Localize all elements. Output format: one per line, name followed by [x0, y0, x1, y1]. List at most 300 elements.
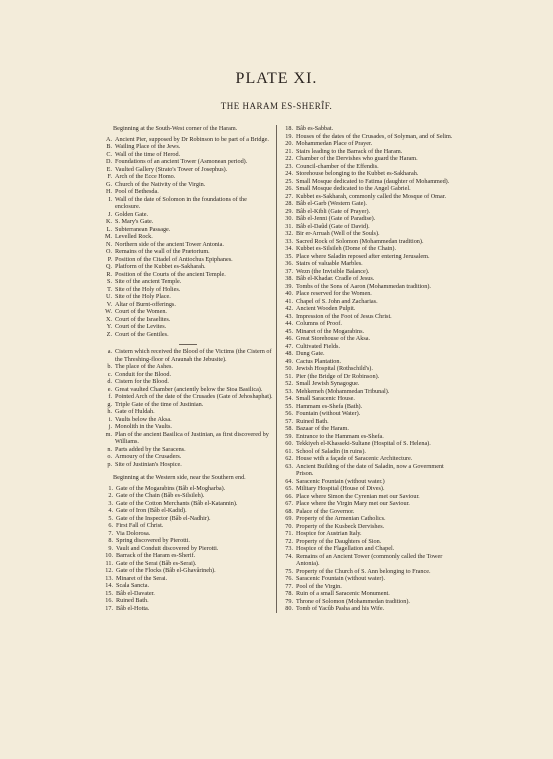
legend-entry	[101, 597, 273, 605]
legend-text: Tomb of Yacûb Pasha and his Wife.	[296, 605, 385, 612]
legend-key: 4.	[108, 507, 113, 514]
legend-entry	[281, 598, 461, 606]
legend-numbered-list-right	[281, 125, 461, 613]
legend-key: 26.	[285, 185, 293, 192]
legend-text: Ancient Wooden Pulpit.	[296, 305, 356, 312]
legend-text: Pier (the Bridge of Dr Robinson).	[296, 372, 380, 380]
legend-text: Cistern for the Blood.	[115, 378, 169, 385]
legend-entry	[101, 530, 273, 538]
legend-text: Platform of the Kubbet es-Sakharah.	[115, 263, 206, 270]
legend-key: 60.	[285, 440, 293, 447]
legend-text: Conduit for the Blood.	[115, 370, 172, 378]
legend-entry	[101, 507, 273, 515]
legend-entry	[281, 320, 461, 328]
legend-key: B.	[106, 143, 112, 150]
legend-entry	[281, 568, 461, 576]
legend-text: Bâb el-Kibli (Gate of Prayer).	[296, 207, 371, 215]
legend-text: Gate of the Cotton Merchants (Bâb el-Katannin).	[116, 499, 238, 507]
legend-key: V.	[106, 300, 112, 308]
legend-key: 41.	[285, 297, 293, 305]
legend-text: Kubbet es-Silsileh (Dome of the Chain).	[296, 245, 397, 252]
legend-text: House with a façade of Saracenic Architecture.	[296, 455, 413, 462]
legend-entry	[281, 538, 461, 546]
legend-entry	[101, 522, 273, 530]
legend-key: 64.	[285, 477, 293, 485]
legend-entry	[281, 515, 461, 523]
legend-text: Bir er-Arruah (Well of the Souls).	[296, 230, 380, 237]
legend-text: Great Storehouse of the Aksa.	[296, 335, 371, 342]
legend-text: Entrance to the Hammam es-Shefa.	[296, 432, 384, 440]
legend-entry	[101, 136, 273, 144]
legend-entry	[281, 155, 461, 163]
legend-key: j.	[108, 423, 112, 430]
legend-key: 47.	[285, 342, 293, 350]
legend-uppercase-list	[101, 136, 273, 339]
legend-entry	[281, 298, 461, 306]
legend-key: 27.	[285, 192, 293, 200]
legend-key: o.	[107, 453, 112, 460]
legend-text: Remains of an Ancient Tower (commonly called the Tower Antonia).	[296, 552, 443, 567]
legend-entry	[281, 358, 461, 366]
legend-key: I.	[108, 195, 112, 203]
legend-key: 73.	[285, 545, 293, 552]
legend-entry	[281, 268, 461, 276]
legend-text: Gate of Iron (Bâb el-Kadid).	[116, 507, 187, 514]
legend-entry	[281, 523, 461, 531]
legend-entry	[101, 278, 273, 286]
legend-entry	[281, 290, 461, 298]
legend-text: Bâb el-Jenni (Gate of Paradise).	[296, 215, 376, 222]
legend-key: 49.	[285, 357, 293, 365]
legend-key: Q.	[105, 263, 112, 270]
legend-key: 76.	[285, 575, 293, 582]
legend-key: 17.	[105, 604, 113, 612]
legend-key: a.	[107, 348, 112, 355]
legend-text: Via Dolorosa.	[116, 529, 151, 537]
legend-entry	[281, 215, 461, 223]
legend-key: 78.	[285, 590, 293, 597]
legend-text: Armoury of the Crusaders.	[115, 453, 182, 460]
legend-entry	[101, 188, 273, 196]
legend-key: 36.	[285, 260, 293, 267]
legend-key: 57.	[285, 417, 293, 425]
legend-key: 25.	[285, 177, 293, 185]
legend-key: d.	[107, 378, 112, 385]
legend-entry	[281, 125, 461, 133]
legend-key: 33.	[285, 237, 293, 245]
legend-key: 22.	[285, 155, 293, 162]
legend-text: Property of the Daughters of Sion.	[296, 537, 382, 545]
legend-entry	[101, 408, 273, 416]
legend-text: Site of the Holy of Holies.	[115, 285, 181, 293]
legend-key: 40.	[285, 290, 293, 297]
legend-text: Spring discovered by Pierotti.	[116, 537, 190, 544]
legend-text: Cactus Plantation.	[296, 357, 342, 365]
legend-text: Ancient Building of the date of Saladin, now a Government Prison.	[296, 462, 444, 477]
legend-entry	[101, 248, 273, 256]
section-divider	[179, 344, 197, 345]
legend-key: Z.	[106, 330, 112, 338]
legend-text: Scala Sancta.	[116, 582, 149, 589]
legend-entry	[281, 208, 461, 216]
legend-key: 29.	[285, 207, 293, 215]
legend-text: Place where the Virgin Mary met our Saviour.	[296, 500, 410, 507]
legend-text: Bazaar of the Haram.	[296, 425, 349, 432]
legend-key: G.	[105, 180, 112, 188]
legend-text: Great vaulted Chamber (anciently below the Stoa Basilica).	[115, 385, 263, 393]
legend-entry	[101, 316, 273, 324]
legend-key: 10.	[105, 552, 113, 559]
legend-text: Property of the Kusbeck Dervishes.	[296, 522, 385, 530]
legend-key: 79.	[285, 597, 293, 605]
legend-key: H.	[105, 188, 112, 195]
legend-key: D.	[105, 158, 112, 165]
legend-text: Stairs of valuable Marbles.	[296, 260, 363, 267]
legend-text: Palace of the Governor.	[296, 507, 355, 515]
legend-key: 48.	[285, 350, 293, 357]
legend-entry	[281, 283, 461, 291]
legend-entry	[281, 170, 461, 178]
legend-entry	[281, 343, 461, 351]
legend-entry	[101, 431, 273, 446]
legend-key: 53.	[285, 387, 293, 395]
legend-entry	[101, 371, 273, 379]
legend-entry	[101, 416, 273, 424]
legend-text: Gate of the Flocks (Bâb el-Ghavârineh).	[116, 567, 216, 574]
legend-entry	[101, 560, 273, 568]
legend-text: Altar of Burnt-offerings.	[115, 300, 176, 308]
legend-entry	[101, 301, 273, 309]
legend-text: Pointed Arch of the date of the Crusades (Gate of Jehoshaphat).	[115, 393, 273, 400]
legend-text: Gate of Huldah.	[115, 408, 155, 415]
legend-entry	[101, 166, 273, 174]
legend-text: Minaret of the Mogarabins.	[296, 327, 365, 335]
legend-text: Tombs of the Sons of Aaron (Mohammedan tradition).	[296, 282, 431, 290]
legend-entry	[101, 308, 273, 316]
legend-entry	[281, 140, 461, 148]
legend-entry	[281, 508, 461, 516]
legend-text: Fountain (without Water).	[296, 410, 361, 417]
legend-key: 61.	[285, 447, 293, 455]
legend-key: 38.	[285, 275, 293, 282]
legend-text: Minaret of the Serai.	[116, 574, 168, 582]
legend-text: Storehouse belonging to the Kubbet es-Sakharah.	[296, 170, 419, 177]
legend-text: Kubbet es-Sakharah, commonly called the Mosque of Omar.	[296, 192, 447, 200]
legend-entry	[281, 230, 461, 238]
legend-key: 66.	[285, 492, 293, 500]
legend-key: 50.	[285, 365, 293, 372]
legend-key: L.	[106, 225, 112, 233]
legend-entry	[281, 583, 461, 591]
legend-key: 52.	[285, 380, 293, 387]
legend-entry	[101, 363, 273, 371]
legend-text: Mehkemeh (Mohammedan Tribunal).	[296, 387, 390, 395]
legend-text: Ruin of a small Saracenic Monument.	[296, 590, 390, 597]
legend-text: Northern side of the ancient Tower Antonia.	[115, 240, 224, 248]
legend-key: 15.	[105, 589, 113, 597]
legend-text: Parts added by the Saracens.	[115, 445, 186, 453]
legend-key: 16.	[105, 597, 113, 604]
legend-text: Property of the Armenian Catholics.	[296, 515, 386, 522]
legend-key: 43.	[285, 312, 293, 320]
legend-entry	[281, 305, 461, 313]
legend-key: O.	[105, 248, 112, 255]
legend-numbered-list-left	[101, 485, 273, 613]
legend-key: 20.	[285, 140, 293, 147]
legend-key: 72.	[285, 537, 293, 545]
legend-text: Place where Simon the Cyrenian met our Saviour.	[296, 492, 420, 500]
legend-entry	[101, 196, 273, 211]
legend-entry	[281, 418, 461, 426]
legend-text: Site of the Holy Place.	[115, 293, 171, 300]
legend-entry	[101, 552, 273, 560]
legend-entry	[101, 446, 273, 454]
legend-entry	[281, 545, 461, 553]
legend-key: 45.	[285, 327, 293, 335]
legend-text: Houses of the dates of the Crusades, of Solyman, and of Selim.	[296, 132, 453, 140]
legend-text: Bâb es-Sabbat.	[296, 125, 334, 132]
legend-text: Ruined Bath.	[296, 417, 329, 425]
legend-entry	[101, 378, 273, 386]
legend-text: Site of the ancient Temple.	[115, 278, 182, 285]
legend-entry	[101, 515, 273, 523]
legend-entry	[281, 350, 461, 358]
legend-entry	[101, 331, 273, 339]
legend-text: Place reserved for the Women.	[296, 290, 372, 297]
legend-text: Bâb el-Hotta.	[116, 604, 150, 612]
legend-text: Place where Saladin reposed after entering Jerusalem.	[296, 252, 430, 260]
legend-text: Jewish Hospital (Rothschild's).	[296, 365, 373, 372]
legend-text: Sacred Rock of Solomon (Mohammedan tradition).	[296, 237, 424, 245]
legend-text: Position of the Courts of the ancient Temple.	[115, 270, 226, 278]
legend-entry	[101, 461, 273, 469]
legend-entry	[281, 493, 461, 501]
legend-entry	[281, 403, 461, 411]
legend-text: Chamber of the Dervishes who guard the Haram.	[296, 155, 418, 162]
legend-entry	[101, 386, 273, 394]
legend-text: Court of the Levites.	[115, 323, 167, 330]
legend-key: 63.	[285, 462, 293, 470]
legend-text: Triple Gate of the time of Justinian.	[115, 400, 204, 408]
legend-entry	[101, 590, 273, 598]
legend-text: Plan of the ancient Basilica of Justinian, as first discovered by Williams.	[115, 430, 269, 445]
legend-text: Bâb el-Daûd (Gate of David).	[296, 222, 370, 230]
legend-key: 55.	[285, 402, 293, 410]
legend-text: Tekkiyeh el-Khasseki-Sultane (Hospital of S. Helena).	[296, 440, 431, 447]
legend-key: 80.	[285, 605, 293, 612]
legend-text: Bâb el-Garb (Western Gate).	[296, 200, 367, 207]
legend-text: Vault and Conduit discovered by Pierotti.	[116, 544, 219, 552]
legend-entry	[281, 478, 461, 486]
legend-text: Gate of the Inspector (Bâb el-Nadhir).	[116, 514, 211, 522]
legend-key: p.	[107, 460, 112, 468]
legend-text: Saracenic Fountain (without water.)	[296, 477, 385, 485]
legend-key: 14.	[105, 582, 113, 589]
legend-text: Hospice of the Flagellation and Chapel.	[296, 545, 395, 552]
section-heading-south-west: Beginning at the South-West corner of the Haram.	[113, 125, 238, 132]
legend-entry	[101, 293, 273, 301]
legend-entry	[101, 226, 273, 234]
right-column	[276, 125, 461, 613]
legend-key: T.	[107, 285, 112, 293]
legend-key: n.	[107, 445, 112, 453]
legend-text: The place of the Ashes.	[115, 363, 173, 370]
legend-text: Site of Justinian's Hospice.	[115, 460, 182, 468]
legend-entry	[281, 193, 461, 201]
legend-text: Columns of Proof.	[296, 320, 342, 327]
legend-text: Vaults below the Aksa.	[115, 415, 172, 423]
legend-text: Throne of Solomon (Mohammedan tradition).	[296, 597, 410, 605]
legend-entry	[101, 241, 273, 249]
legend-text: Court of the Gentiles.	[115, 330, 169, 338]
legend-text: First Fall of Christ.	[116, 522, 164, 529]
legend-text: Cistern which received the Blood of the Victims (the Cistern of the Threshing-floor of Araunah the Jebusite).	[115, 348, 272, 363]
legend-key: 3.	[108, 499, 113, 507]
legend-text: Saracenic Fountain (without water).	[296, 575, 386, 582]
legend-entry	[101, 537, 273, 545]
legend-text: Monolith in the Vaults.	[115, 423, 172, 430]
legend-key: 13.	[105, 574, 113, 582]
legend-text: Remains of the wall of the Prætorium.	[115, 248, 210, 255]
legend-key: 54.	[285, 395, 293, 402]
plate-subtitle: THE HARAM ES-SHERÎF.	[220, 101, 333, 111]
legend-key: 65.	[285, 485, 293, 492]
legend-text: Pool of Bethesda.	[115, 188, 159, 195]
legend-text: Hospice for Austrian Italy.	[296, 530, 362, 537]
legend-entry	[281, 275, 461, 283]
legend-text: Small Mosque dedicated to Fatima (daughter of Mohammed).	[296, 177, 450, 185]
legend-key: i.	[108, 415, 112, 423]
legend-entry	[281, 388, 461, 396]
legend-key: E.	[106, 165, 112, 173]
legend-key: 58.	[285, 425, 293, 432]
legend-entry	[281, 313, 461, 321]
legend-entry	[281, 253, 461, 261]
legend-entry	[101, 218, 273, 226]
legend-entry	[281, 575, 461, 583]
legend-key: 71.	[285, 530, 293, 537]
legend-text: Barrack of the Haram es-Sherif.	[116, 552, 196, 559]
legend-entry	[281, 463, 461, 478]
legend-key: b.	[107, 363, 112, 370]
legend-key: 2.	[108, 492, 113, 499]
legend-entry	[281, 178, 461, 186]
legend-key: J.	[108, 210, 112, 218]
legend-text: Position of the Citadel of Antiochus Epiphanes.	[115, 255, 233, 263]
legend-text: Arch of the Ecce Homo.	[115, 173, 176, 180]
legend-text: Cultivated Fields.	[296, 342, 340, 350]
legend-entry	[281, 553, 461, 568]
legend-text: Levelled Rock.	[115, 233, 153, 240]
legend-entry	[281, 200, 461, 208]
legend-text: Court of the Israelites.	[115, 315, 171, 323]
legend-key: 70.	[285, 522, 293, 530]
left-column	[101, 125, 273, 612]
legend-key: M.	[104, 233, 112, 240]
legend-text: Small Jewish Synagogue.	[296, 380, 360, 387]
legend-key: 39.	[285, 282, 293, 290]
legend-text: Property of the Church of S. Ann belonging to France.	[296, 567, 431, 575]
legend-text: Church of the Nativity of the Virgin.	[115, 180, 206, 188]
legend-text: Wailing Place of the Jews.	[115, 143, 181, 150]
legend-key: 32.	[285, 230, 293, 237]
legend-key: 62.	[285, 455, 293, 462]
legend-entry	[281, 148, 461, 156]
legend-key: 7.	[108, 529, 113, 537]
legend-text: Subterranean Passage.	[115, 225, 171, 233]
legend-text: Mohammedan Place of Prayer.	[296, 140, 373, 147]
legend-key: 23.	[285, 162, 293, 170]
legend-key: W.	[105, 308, 112, 315]
legend-key: 31.	[285, 222, 293, 230]
legend-key: 37.	[285, 267, 293, 275]
legend-entry	[101, 151, 273, 159]
legend-entry	[101, 401, 273, 409]
legend-text: Impression of the Foot of Jesus Christ.	[296, 312, 392, 320]
legend-entry	[101, 263, 273, 271]
legend-key: 42.	[285, 305, 293, 312]
legend-entry	[101, 211, 273, 219]
legend-entry	[281, 590, 461, 598]
legend-key: e.	[107, 385, 112, 393]
legend-entry	[101, 500, 273, 508]
legend-entry	[101, 575, 273, 583]
legend-entry	[281, 223, 461, 231]
legend-key: 56.	[285, 410, 293, 417]
legend-key: g.	[107, 400, 112, 408]
legend-entry	[281, 335, 461, 343]
legend-entry	[101, 173, 273, 181]
legend-entry	[281, 433, 461, 441]
legend-key: 30.	[285, 215, 293, 222]
legend-text: Gate of the Serai (Bâb es-Serai).	[116, 559, 197, 567]
legend-entry	[101, 393, 273, 401]
legend-text: Bâb el-Khadar. Cradle of Jesus.	[296, 275, 375, 282]
legend-key: A.	[105, 135, 112, 143]
legend-entry	[101, 453, 273, 461]
legend-key: f.	[108, 393, 112, 400]
legend-entry	[281, 485, 461, 493]
legend-key: 51.	[285, 372, 293, 380]
legend-key: h.	[107, 408, 112, 415]
legend-key: 28.	[285, 200, 293, 207]
legend-entry	[281, 500, 461, 508]
legend-entry	[281, 395, 461, 403]
legend-key: 11.	[105, 559, 113, 567]
legend-text: Court of the Women.	[115, 308, 167, 315]
legend-entry	[281, 260, 461, 268]
legend-entry	[101, 143, 273, 151]
legend-key: 21.	[285, 147, 293, 155]
section-heading-western-side: Beginning at the Western side, near the Southern end.	[113, 474, 246, 481]
legend-text: Foundations of an ancient Tower (Asmonean period).	[115, 158, 248, 165]
legend-key: N.	[105, 240, 112, 248]
legend-entry	[101, 323, 273, 331]
legend-text: Ruined Bath.	[116, 597, 149, 604]
legend-entry	[101, 605, 273, 613]
legend-key: 77.	[285, 582, 293, 590]
legend-entry	[101, 485, 273, 493]
legend-key: 44.	[285, 320, 293, 327]
legend-entry	[101, 545, 273, 553]
legend-text: Wezn (the Invisible Balance).	[296, 267, 370, 275]
legend-key: S.	[107, 278, 112, 285]
legend-entry	[281, 455, 461, 463]
legend-text: School of Saladin (in ruins).	[296, 447, 366, 455]
legend-text: Small Mosque dedicated to the Angel Gabriel.	[296, 185, 411, 192]
legend-entry	[101, 256, 273, 264]
legend-entry	[101, 233, 273, 241]
